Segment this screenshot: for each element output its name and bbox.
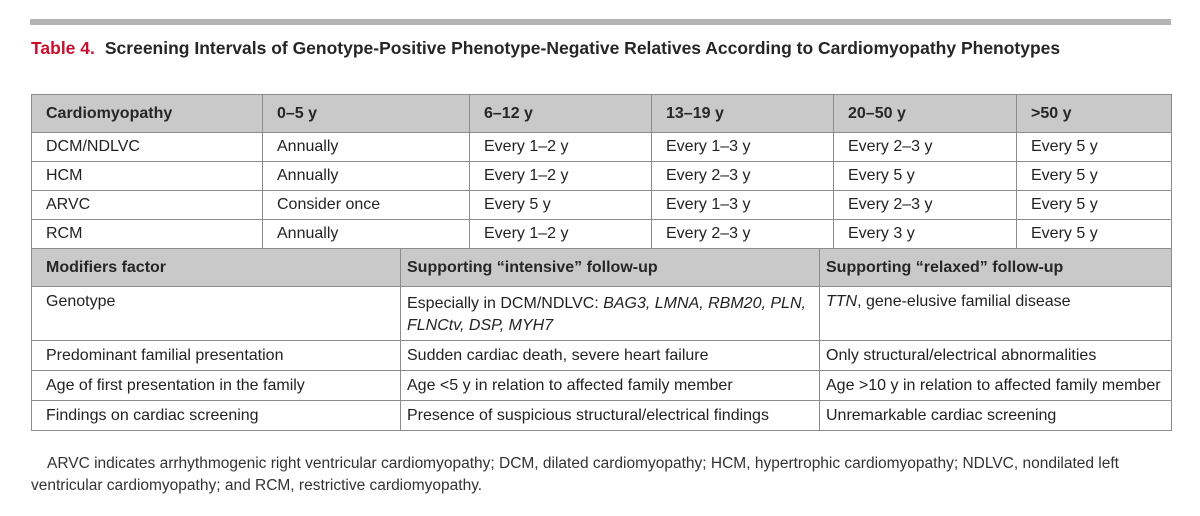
table-cell: DCM/NDLVC	[32, 133, 263, 162]
table-cell: Annually	[263, 133, 470, 162]
table-cell: Findings on cardiac screening	[32, 401, 401, 431]
table-cell: Predominant familial presentation	[32, 341, 401, 371]
col-header-age-13-19: 13–19 y	[652, 95, 834, 133]
screening-intervals-table	[31, 94, 1172, 249]
genotype-intensive-genes: BAG3, LMNA, RBM20, PLN, FLNCtv, DSP, MYH7	[407, 295, 806, 334]
table-cell: Every 5 y	[1017, 220, 1172, 249]
table-cell: Genotype	[32, 287, 401, 341]
genotype-relaxed-gene: TTN	[826, 293, 858, 310]
table-cell: Every 1–3 y	[652, 191, 834, 220]
genotype-relaxed-rest: , gene-elusive familial disease	[857, 293, 1071, 310]
table-cell: Every 5 y	[1017, 162, 1172, 191]
table-row	[32, 287, 1172, 341]
table-cell: Unremarkable cardiac screening	[820, 401, 1172, 431]
table-number: Table 4.	[31, 38, 95, 58]
table-cell: Age <5 y in relation to affected family member	[401, 371, 820, 401]
table-cell: Age >10 y in relation to affected family member	[820, 371, 1172, 401]
table-header-row	[32, 95, 1172, 133]
table-cell: ARVC	[32, 191, 263, 220]
table-row	[32, 401, 1172, 431]
col-header-age-6-12: 6–12 y	[470, 95, 652, 133]
col-header-relaxed-follow-up: Supporting “relaxed” follow-up	[820, 249, 1172, 287]
table-cell: Every 1–3 y	[652, 133, 834, 162]
genotype-intensive-prefix: Especially in DCM/NDLVC:	[407, 295, 604, 312]
table-row	[32, 133, 1172, 162]
table-cell: Every 2–3 y	[834, 191, 1017, 220]
table-row	[32, 220, 1172, 249]
table-cell: Consider once	[263, 191, 470, 220]
table-cell: Every 5 y	[834, 162, 1017, 191]
table-cell	[401, 287, 820, 341]
table-row	[32, 162, 1172, 191]
col-header-age-0-5: 0–5 y	[263, 95, 470, 133]
table-cell: Age of first presentation in the family	[32, 371, 401, 401]
table-cell: Every 1–2 y	[470, 162, 652, 191]
top-rule	[30, 19, 1171, 25]
table-cell: Every 2–3 y	[652, 220, 834, 249]
table-cell: Every 2–3 y	[652, 162, 834, 191]
table-cell	[820, 287, 1172, 341]
col-header-cardiomyopathy: Cardiomyopathy	[32, 95, 263, 133]
table-cell: Every 3 y	[834, 220, 1017, 249]
table-cell: Only structural/electrical abnormalities	[820, 341, 1172, 371]
table-cell: Every 1–2 y	[470, 220, 652, 249]
table-cell: HCM	[32, 162, 263, 191]
table-cell: Every 5 y	[1017, 191, 1172, 220]
table-row	[32, 191, 1172, 220]
tables-container	[31, 94, 1171, 431]
col-header-intensive-follow-up: Supporting “intensive” follow-up	[401, 249, 820, 287]
table-cell: Sudden cardiac death, severe heart failure	[401, 341, 820, 371]
table-cell: Presence of suspicious structural/electrical findings	[401, 401, 820, 431]
table-cell: Annually	[263, 162, 470, 191]
modifiers-table	[31, 248, 1172, 431]
col-header-age-over-50: >50 y	[1017, 95, 1172, 133]
col-header-age-20-50: 20–50 y	[834, 95, 1017, 133]
table-row	[32, 341, 1172, 371]
table-cell: Annually	[263, 220, 470, 249]
table-cell: RCM	[32, 220, 263, 249]
table-caption: Screening Intervals of Genotype-Positive Phenotype-Negative Relatives According to Cardiomyopathy Phenotypes	[104, 38, 1061, 58]
table-cell: Every 2–3 y	[834, 133, 1017, 162]
table-footnote	[31, 453, 1171, 497]
table-cell: Every 5 y	[1017, 133, 1172, 162]
table-cell: Every 1–2 y	[470, 133, 652, 162]
col-header-modifiers-factor: Modifiers factor	[32, 249, 401, 287]
table-cell: Every 5 y	[470, 191, 652, 220]
footnote-text: ARVC indicates arrhythmogenic right ventricular cardiomyopathy; DCM, dilated cardiomyopathy; HCM, hypertrophic cardiomyopathy; NDLVC, nondilated left ventricular cardiomyopathy; and RCM, restrictive cardiomyopathy.	[31, 455, 1119, 494]
table-title	[31, 37, 1151, 60]
table-row	[32, 371, 1172, 401]
modifiers-header-row	[32, 249, 1172, 287]
